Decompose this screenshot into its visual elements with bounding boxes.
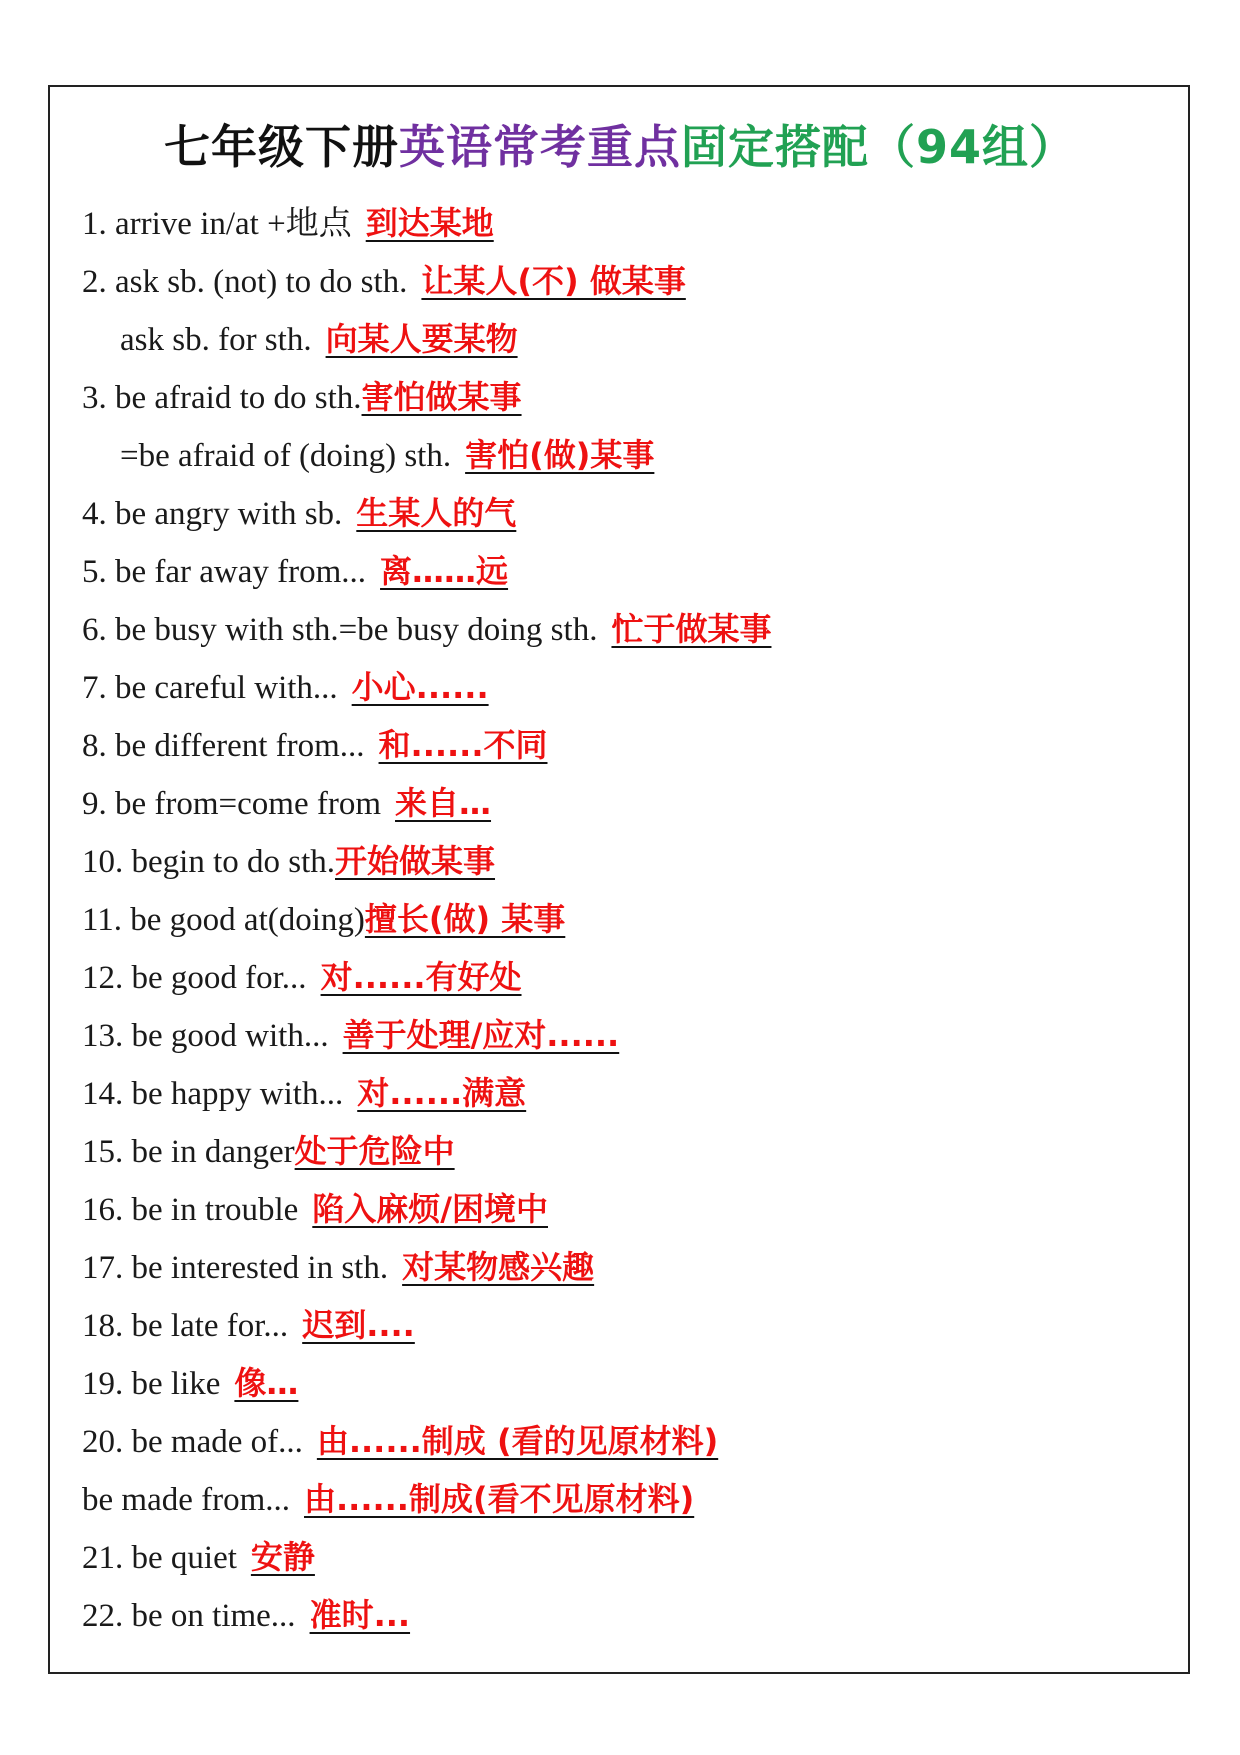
phrase-meaning: 准时... [309, 1596, 411, 1634]
phrase-english: 16. be in trouble [82, 1192, 299, 1228]
phrase-english: 2. ask sb. (not) to do sth. [82, 264, 408, 300]
title-part-collocations: 固定搭配（94组） [680, 120, 1076, 174]
phrase-english: 15. be in danger [82, 1134, 295, 1170]
phrase-list [82, 194, 1172, 1644]
phrase-english: 4. be angry with sb. [82, 496, 343, 532]
phrase-meaning: 由......制成(看不见原材料) [304, 1480, 695, 1518]
phrase-item [82, 1586, 1172, 1644]
phrase-meaning: 对......有好处 [320, 958, 522, 996]
phrase-item [82, 774, 1172, 832]
phrase-meaning: 善于处理/应对...... [342, 1016, 620, 1054]
phrase-meaning: 到达某地 [365, 204, 494, 242]
phrase-english: 5. be far away from... [82, 554, 367, 590]
title-part-topic: 英语常考重点 [398, 120, 681, 174]
phrase-english: be made from... [82, 1482, 291, 1518]
phrase-english: 3. be afraid to do sth. [82, 380, 362, 416]
phrase-item [82, 1064, 1172, 1122]
phrase-meaning: 像… [234, 1364, 299, 1402]
phrase-item [82, 658, 1172, 716]
phrase-meaning: 害怕(做)某事 [465, 436, 655, 474]
phrase-item [82, 252, 1172, 310]
phrase-meaning: 擅长(做) 某事 [364, 900, 566, 938]
phrase-meaning: 来自… [395, 784, 492, 822]
phrase-item [82, 194, 1172, 252]
phrase-english: 18. be late for... [82, 1308, 289, 1344]
phrase-item [82, 1006, 1172, 1064]
phrase-meaning: 让某人(不) 做某事 [421, 262, 686, 300]
phrase-meaning: 向某人要某物 [325, 320, 518, 358]
phrase-meaning: 害怕做某事 [361, 378, 522, 416]
phrase-item [82, 426, 1172, 484]
phrase-item [82, 600, 1172, 658]
phrase-item [82, 1412, 1172, 1470]
phrase-english: 9. be from=come from [82, 786, 382, 822]
phrase-item [82, 484, 1172, 542]
phrase-meaning: 安静 [250, 1538, 315, 1576]
phrase-item [82, 832, 1172, 890]
phrase-english: 21. be quiet [82, 1540, 237, 1576]
phrase-english: 1. arrive in/at +地点 [82, 206, 352, 242]
phrase-english: 22. be on time... [82, 1598, 296, 1634]
phrase-item [82, 1238, 1172, 1296]
page-title [0, 117, 1240, 177]
phrase-meaning: 忙于做某事 [611, 610, 772, 648]
phrase-english: 8. be different from... [82, 728, 365, 764]
phrase-item [82, 1296, 1172, 1354]
phrase-item [82, 1528, 1172, 1586]
phrase-item [82, 890, 1172, 948]
phrase-english: 6. be busy with sth.=be busy doing sth. [82, 612, 598, 648]
phrase-meaning: 开始做某事 [335, 842, 496, 880]
phrase-english: 13. be good with... [82, 1018, 329, 1054]
phrase-english: 7. be careful with... [82, 670, 338, 706]
phrase-english: ask sb. for sth. [120, 322, 312, 358]
phrase-meaning: 离……远 [380, 552, 509, 590]
phrase-meaning: 对某物感兴趣 [402, 1248, 595, 1286]
phrase-item [82, 1122, 1172, 1180]
phrase-english: 12. be good for... [82, 960, 307, 996]
phrase-item [82, 542, 1172, 600]
phrase-meaning: 生某人的气 [356, 494, 517, 532]
phrase-english: 14. be happy with... [82, 1076, 344, 1112]
phrase-english: 19. be like [82, 1366, 221, 1402]
phrase-meaning: 处于危险中 [294, 1132, 455, 1170]
phrase-meaning: 对......满意 [357, 1074, 527, 1112]
phrase-english: 11. be good at(doing) [82, 902, 365, 938]
phrase-meaning: 和......不同 [378, 726, 548, 764]
phrase-item [82, 310, 1172, 368]
phrase-item [82, 1354, 1172, 1412]
phrase-english: 10. begin to do sth. [82, 844, 335, 880]
title-part-grade: 七年级下册 [163, 120, 399, 174]
phrase-item [82, 1470, 1172, 1528]
phrase-item [82, 368, 1172, 426]
phrase-item [82, 1180, 1172, 1238]
phrase-meaning: 陷入麻烦/困境中 [312, 1190, 548, 1228]
phrase-item [82, 716, 1172, 774]
phrase-item [82, 948, 1172, 1006]
phrase-english: 20. be made of... [82, 1424, 303, 1460]
phrase-meaning: 迟到.... [302, 1306, 415, 1344]
phrase-english: =be afraid of (doing) sth. [120, 438, 452, 474]
phrase-meaning: 小心...... [351, 668, 489, 706]
phrase-meaning: 由......制成 (看的见原材料) [316, 1422, 719, 1460]
phrase-english: 17. be interested in sth. [82, 1250, 389, 1286]
